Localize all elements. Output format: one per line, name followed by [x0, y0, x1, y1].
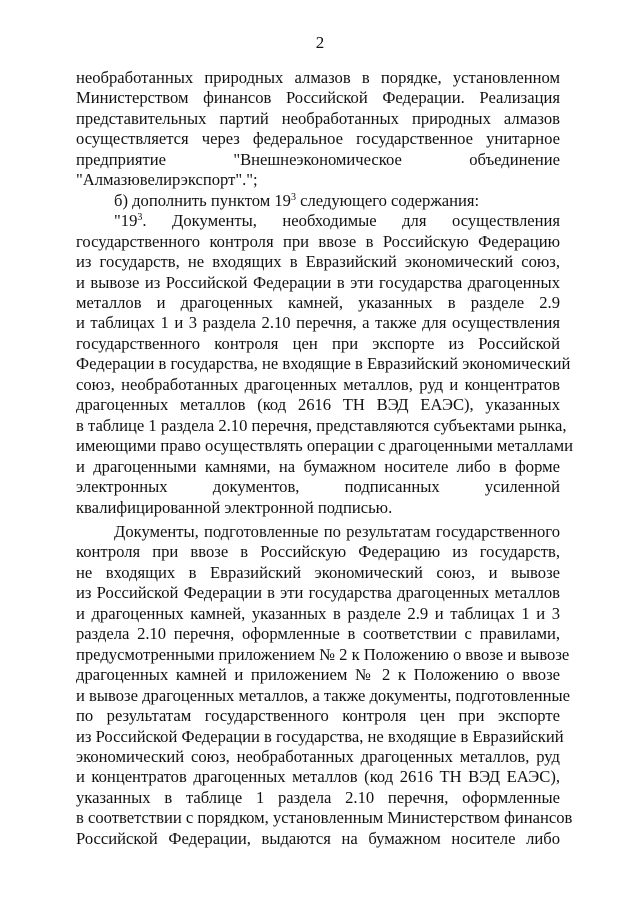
text-line: государственного контроля цен при экспорте из Российской [76, 333, 560, 353]
text-line: Документы, подготовленные по результатам государственного [114, 521, 560, 541]
text-line [76, 191, 560, 211]
page-number: 2 [315, 33, 325, 52]
paragraph-continuation [76, 68, 560, 191]
paragraph-amendment-b [76, 191, 560, 211]
text-line: и драгоценными камнями, на бумажном носителе либо в форме [76, 456, 560, 476]
text-line: Российской Федерации, выдаются на бумажном носителе либо [76, 828, 560, 848]
text-line: квалифицированной электронной подписью. [76, 497, 393, 517]
paragraph-documents [76, 521, 573, 849]
text-line: по результатам государственного контроля цен при экспорте [76, 706, 560, 726]
text-line: и концентратов драгоценных металлов (код 2616 ТН ВЭД ЕАЭС), [76, 767, 560, 787]
text-line: раздела 2.10 перечня, оформленные в соответствии с правилами, [76, 624, 560, 644]
text-line: в соответствии с порядком, установленным Министерством финансов [76, 808, 573, 828]
text-line: в таблице 1 раздела 2.10 перечня, представляются субъектами рынка, [76, 415, 567, 435]
text-line: Министерством финансов Российской Федерации. Реализация [76, 88, 560, 108]
text-line: необработанных природных алмазов в порядке, установленном [76, 68, 560, 87]
document-body [76, 68, 573, 849]
text-line: металлов и драгоценных камней, указанных в разделе 2.9 [76, 292, 560, 312]
text-line: и таблицах 1 и 3 раздела 2.10 перечня, а также для осуществления [76, 313, 560, 333]
text-line: государственного контроля при ввозе в Российскую Федерацию [76, 231, 560, 251]
superscript: 3 [137, 212, 143, 224]
text-line: "Алмазювелирэкспорт"."; [76, 170, 258, 190]
text-line: имеющими право осуществлять операции с драгоценными металлами [76, 436, 573, 456]
text-line: электронных документов, подписанных усиленной [76, 477, 560, 497]
text-line: из Российской Федерации в эти государства драгоценных металлов [76, 583, 560, 603]
text-line: и вывозе драгоценных металлов, а также документы, подготовленные [76, 685, 571, 705]
text-line: осуществляется через федеральное государственное унитарное [76, 129, 560, 149]
paragraph-item-19-3 [76, 211, 573, 518]
item-text-start: . Документы, необходимые для осуществления [142, 211, 560, 231]
item-number: "19 [114, 211, 138, 231]
text-line: драгоценных металлов (код 2616 ТН ВЭД ЕАЭС), указанных [76, 395, 560, 415]
text-line: предусмотренными приложением № 2 к Положению о ввозе и вывозе [76, 644, 570, 664]
text-line: указанных в таблице 1 раздела 2.10 перечня, оформленные [76, 787, 560, 807]
text-line: из государств, не входящих в Евразийский экономический союз, [76, 252, 560, 272]
text-line: экономический союз, необработанных драгоценных металлов, руд [76, 746, 560, 766]
superscript: 3 [290, 191, 296, 203]
text-line [76, 211, 560, 231]
text-line: не входящих в Евразийский экономический союз, и вывозе [76, 562, 560, 582]
text-line: и вывозе из Российской Федерации в эти государства драгоценных [76, 272, 560, 292]
amendment-suffix: следующего содержания: [295, 190, 480, 210]
text-line: и драгоценных камней, указанных в разделе 2.9 и таблицах 1 и 3 [76, 603, 560, 623]
text-line: из Российской Федерации в государства, не входящие в Евразийский [76, 726, 564, 746]
amendment-prefix: б) дополнить пунктом 19 [114, 190, 291, 210]
text-line: предприятие "Внешнеэкономическое объединение [76, 149, 560, 169]
text-line: Федерации в государства, не входящие в Евразийский экономический [76, 354, 571, 374]
text-line: союз, необработанных драгоценных металлов, руд и концентратов [76, 374, 560, 394]
text-line: представительных партий необработанных природных алмазов [76, 108, 560, 128]
text-line: драгоценных камней и приложением № 2 к Положению о ввозе [76, 665, 560, 685]
text-line: контроля при ввозе в Российскую Федерацию из государств, [76, 542, 560, 562]
